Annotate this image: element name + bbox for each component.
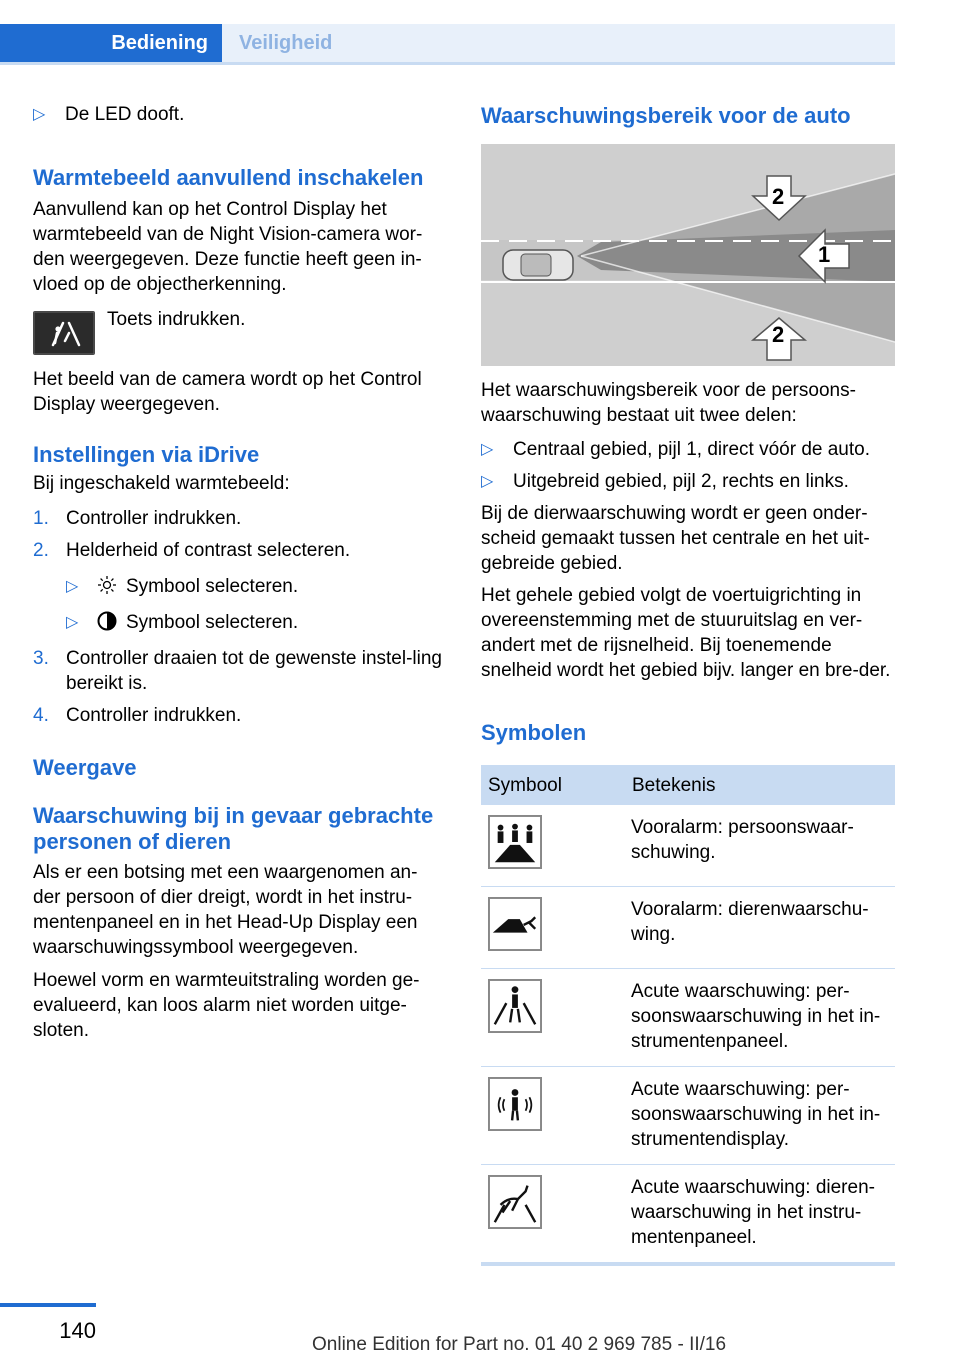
list-item: 2. Helderheid of contrast selecteren. [33,540,351,561]
footer-bar [0,1303,96,1307]
symbols-table [481,765,895,1266]
paragraph: Bij de dierwaarschuwing wordt er geen onder-scheid gemaakt tussen het centrale en het uit-gebreide gebied. [481,503,870,574]
tab-bediening[interactable]: Bediening [0,24,222,62]
key-instruction [33,307,443,367]
list-item: ▷ Symbool selecteren. [66,612,299,633]
triangle-bullet-icon: ▷ [481,441,494,458]
table-header-row [481,765,895,805]
list-item: ▷ Symbool selecteren. [66,576,299,597]
table-header-symbool: Symbool [481,765,625,805]
section-heading: Warmtebeeld aanvullend inschakelen [33,165,424,190]
triangle-bullet-icon: ▷ [33,106,46,123]
arrow-label-1: 1 [818,242,831,267]
warning-zone-diagram [481,144,895,366]
right-column [481,102,895,1266]
triangle-bullet-icon: ▷ [66,578,79,595]
list-item: ▷ Centraal gebied, pijl 1, direct vóór de auto. [481,439,870,460]
paragraph: Het gehele gebied volgt de voertuigrichting in overeenstemming met de stuuruitslag en ver-andert met de rijsnelheid. Bij toenemende snelheid wordt het gebied bijv. langer en bre-der. [481,585,891,681]
table-row: Acute waarschuwing: per-soonswaarschuwing in het in-strumentenpaneel. [481,969,895,1067]
table-row: Vooralarm: dierenwaarschu-wing. [481,887,895,969]
arrow-label-2-top: 2 [772,184,785,209]
section-heading: Waarschuwingsbereik voor de auto [481,103,851,128]
header-tabs [0,24,895,65]
pedestrian-road-icon [488,979,542,1033]
list-item: ▷ De LED dooft. [33,104,185,125]
list-item: 4. Controller indrukken. [33,705,242,726]
car-icon [503,250,573,280]
triangle-bullet-icon: ▷ [481,473,494,490]
table-row: Acute waarschuwing: dieren-waarschuwing in het instru-mentenpaneel. [481,1165,895,1265]
paragraph: Het beeld van de camera wordt op het Control Display weergegeven. [33,369,422,415]
paragraph: Als er een botsing met een waargenomen an-der persoon of dier dreigt, wordt in het instru-mentenpaneel en in het Head-Up Display een waarschuwingssymbool weergegeven. [33,862,418,958]
table-header-betekenis: Betekenis [625,765,895,805]
paragraph: Bij ingeschakeld warmtebeeld: [33,473,290,494]
section-heading: Instellingen via iDrive [33,442,260,467]
paragraph: Hoewel vorm en warmteuitstraling worden ge-evalueerd, kan loos alarm niet worden uitge-sloten. [33,970,420,1041]
pedestrian-signal-icon [488,1077,542,1131]
arrow-label-2-bottom: 2 [772,322,785,347]
list-item: 3. Controller draaien tot de gewenste instel-ling bereikt is. [33,648,442,694]
paragraph: Aanvullend kan op het Control Display het warmtebeeld van de Night Vision-camera wor-den weergegeven. Deze functie heeft geen in-vloed op de objectherkenning. [33,199,423,295]
section-heading: Symbolen [481,720,587,745]
tab-veiligheid[interactable]: Veiligheid [222,24,895,62]
left-column [33,102,443,1043]
contrast-icon [96,610,118,632]
triangle-bullet-icon: ▷ [66,614,79,631]
night-vision-key-icon [33,311,95,355]
pedestrians-warning-icon [488,815,542,869]
key-instruction-text: Toets indrukken. [107,309,246,330]
brightness-icon [96,574,118,596]
step-list [33,506,443,728]
section-heading: Waarschuwing bij in gevaar gebrachte personen of dieren [33,803,434,854]
list-item: ▷ Uitgebreid gebied, pijl 2, rechts en links. [481,471,849,492]
section-heading: Weergave [33,755,137,780]
table-row: Acute waarschuwing: per-soonswaarschuwing in het in-strumentendisplay. [481,1067,895,1165]
footer-edition: Online Edition for Part no. 01 40 2 969 785 - II/16 [312,1334,727,1355]
list-item: 1. Controller indrukken. [33,508,242,529]
deer-road-icon [488,1175,542,1229]
animal-warning-icon [488,897,542,951]
paragraph: Het waarschuwingsbereik voor de persoons-waarschuwing bestaat uit twee delen: [481,380,856,426]
table-row: Vooralarm: persoonswaar-schuwing. [481,805,895,887]
page-number: 140 [59,1318,96,1343]
